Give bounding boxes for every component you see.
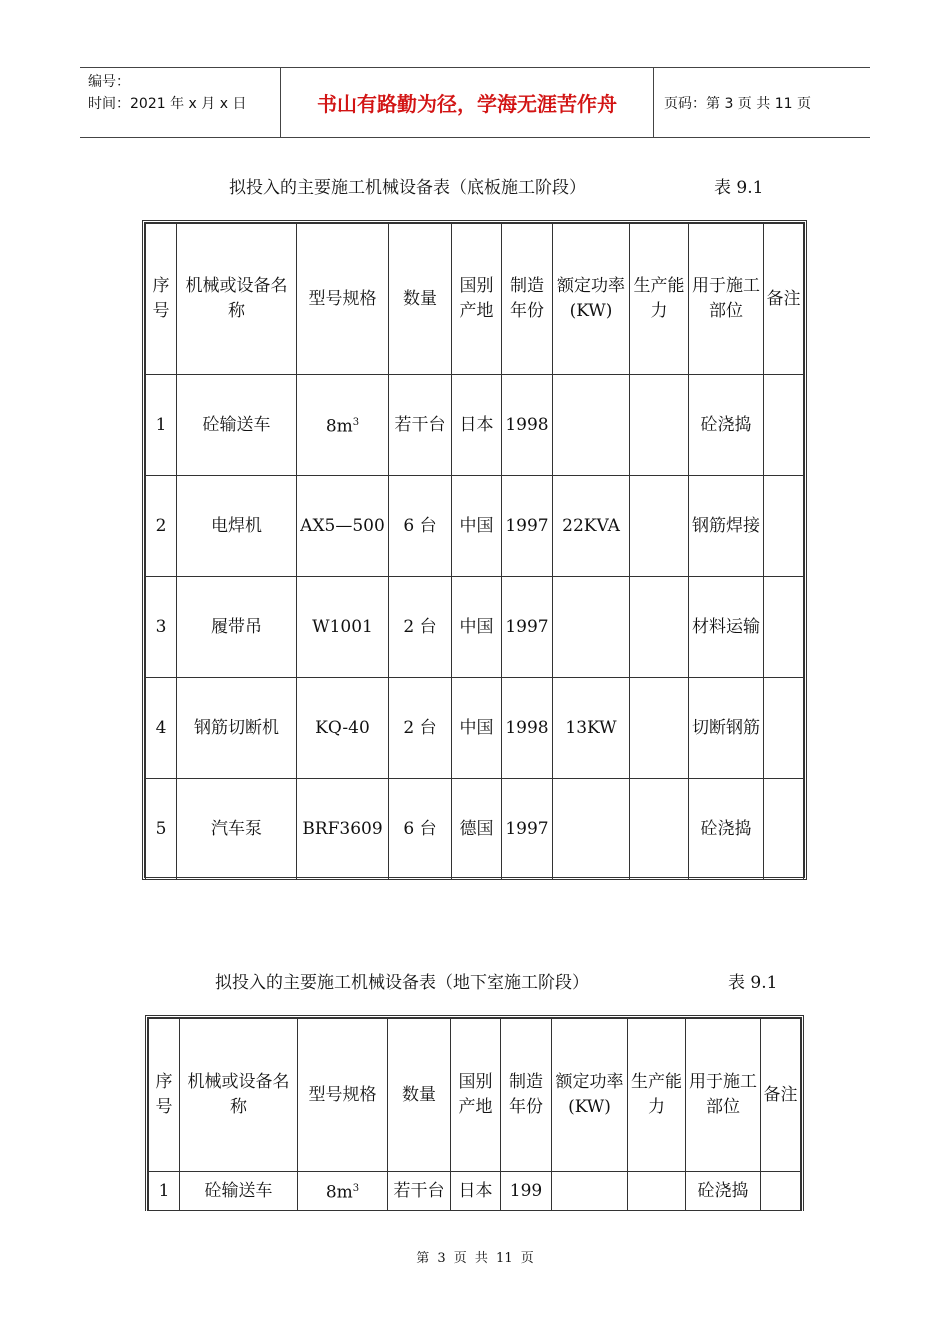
table1-cell-note bbox=[764, 375, 804, 476]
table1-cell-name: 履带吊 bbox=[177, 577, 297, 678]
table2-header-seq: 序号 bbox=[149, 1019, 180, 1172]
table2-header-power: 额定功率(KW) bbox=[552, 1019, 628, 1172]
table1-cell-capacity bbox=[630, 779, 689, 880]
table1-cell-name: 汽车泵 bbox=[177, 779, 297, 880]
number-label: 编号： bbox=[88, 74, 130, 90]
table2-cell-power bbox=[552, 1172, 628, 1211]
table2-cell-origin: 日本 bbox=[451, 1172, 501, 1211]
table1-cell-seq: 5 bbox=[146, 779, 177, 880]
equipment-table-base-stage bbox=[142, 220, 807, 880]
table1-header-capacity: 生产能力 bbox=[630, 224, 689, 375]
table1-header-seq: 序号 bbox=[146, 224, 177, 375]
table1-cell-model: KQ-40 bbox=[297, 678, 389, 779]
table1-header-name: 机械或设备名称 bbox=[177, 224, 297, 375]
table1-header-quantity: 数量 bbox=[389, 224, 452, 375]
table1-cell-name: 砼输送车 bbox=[177, 375, 297, 476]
table1-cell-name: 电焊机 bbox=[177, 476, 297, 577]
table1-cell-quantity: 6 台 bbox=[389, 476, 452, 577]
table1-cell-seq: 1 bbox=[146, 375, 177, 476]
table-row bbox=[146, 779, 804, 880]
table1-cell-model: AX5—500 bbox=[297, 476, 389, 577]
table1-cell-seq: 3 bbox=[146, 577, 177, 678]
table1-cell-note bbox=[764, 476, 804, 577]
table1-cell-power: 22KVA bbox=[553, 476, 630, 577]
table2-grid bbox=[148, 1018, 801, 1211]
table2-cell-year: 199 bbox=[501, 1172, 552, 1211]
table1-cell-power: 13KW bbox=[553, 678, 630, 779]
table1-cell-seq: 2 bbox=[146, 476, 177, 577]
table1-cell-capacity bbox=[630, 375, 689, 476]
header-meta bbox=[80, 68, 281, 137]
table1-cell-model: $8m^3$ bbox=[297, 375, 389, 476]
table2-cell-model: $8m^3$ bbox=[298, 1172, 388, 1211]
table1-header-origin: 国别产地 bbox=[452, 224, 502, 375]
table1-cell-power bbox=[553, 779, 630, 880]
table1-cell-seq: 4 bbox=[146, 678, 177, 779]
page-header bbox=[80, 67, 870, 138]
table1-cell-quantity: 2 台 bbox=[389, 577, 452, 678]
table1-grid bbox=[145, 223, 804, 880]
table-row bbox=[146, 476, 804, 577]
table2-cell-usage: 砼浇捣 bbox=[686, 1172, 761, 1211]
table1-cell-usage: 砼浇捣 bbox=[689, 375, 764, 476]
table1-cell-origin: 中国 bbox=[452, 678, 502, 779]
table1-cell-usage: 钢筋焊接 bbox=[689, 476, 764, 577]
table-row bbox=[149, 1172, 801, 1211]
table2-header-origin: 国别产地 bbox=[451, 1019, 501, 1172]
table2-header-quantity: 数量 bbox=[388, 1019, 451, 1172]
table1-cell-usage: 砼浇捣 bbox=[689, 779, 764, 880]
table2-cell-name: 砼输送车 bbox=[180, 1172, 298, 1211]
table1-cell-capacity bbox=[630, 678, 689, 779]
table1-cell-origin: 日本 bbox=[452, 375, 502, 476]
table2-header-capacity: 生产能力 bbox=[628, 1019, 686, 1172]
table1-title: 拟投入的主要施工机械设备表（底板施工阶段） bbox=[229, 178, 586, 198]
time-label: 时间：2021 年 x 月 x 日 bbox=[88, 96, 247, 112]
table2-header-model: 型号规格 bbox=[298, 1019, 388, 1172]
equipment-table-basement-stage bbox=[145, 1015, 804, 1211]
superscript: 3 bbox=[352, 1183, 360, 1195]
table1-cell-power bbox=[553, 375, 630, 476]
table1-header-note: 备注 bbox=[764, 224, 804, 375]
table-row bbox=[146, 678, 804, 779]
table-row bbox=[146, 375, 804, 476]
table2-cell-quantity: 若干台 bbox=[388, 1172, 451, 1211]
table1-cell-usage: 切断钢筋 bbox=[689, 678, 764, 779]
table2-cell-note bbox=[761, 1172, 801, 1211]
table2-body bbox=[149, 1019, 801, 1211]
table1-header-usage: 用于施工部位 bbox=[689, 224, 764, 375]
table2-header-row bbox=[149, 1019, 801, 1172]
table1-header-year: 制造年份 bbox=[502, 224, 553, 375]
table1-cell-usage: 材料运输 bbox=[689, 577, 764, 678]
table2-title: 拟投入的主要施工机械设备表（地下室施工阶段） bbox=[215, 973, 589, 993]
table2-header-name: 机械或设备名称 bbox=[180, 1019, 298, 1172]
table1-cell-name: 钢筋切断机 bbox=[177, 678, 297, 779]
table2-header-note: 备注 bbox=[761, 1019, 801, 1172]
table1-cell-quantity: 2 台 bbox=[389, 678, 452, 779]
table1-cell-note bbox=[764, 678, 804, 779]
table2-header-year: 制造年份 bbox=[501, 1019, 552, 1172]
table1-cell-year: 1998 bbox=[502, 375, 553, 476]
table1-cell-power bbox=[553, 577, 630, 678]
table1-cell-model: W1001 bbox=[297, 577, 389, 678]
table1-cell-year: 1997 bbox=[502, 779, 553, 880]
table2-cell-seq: 1 bbox=[149, 1172, 180, 1211]
table2-cell-capacity bbox=[628, 1172, 686, 1211]
table1-cell-origin: 中国 bbox=[452, 476, 502, 577]
table1-cell-year: 1997 bbox=[502, 577, 553, 678]
table1-header-power: 额定功率(KW) bbox=[553, 224, 630, 375]
table1-cell-note bbox=[764, 577, 804, 678]
header-page-label: 页码：第 3 页 共 11 页 bbox=[664, 95, 811, 112]
table2-number: 表 9.1 bbox=[728, 973, 778, 993]
table1-cell-year: 1997 bbox=[502, 476, 553, 577]
table1-cell-year: 1998 bbox=[502, 678, 553, 779]
header-motto: 书山有路勤为径，学海无涯苦作舟 bbox=[281, 68, 654, 137]
table1-cell-capacity bbox=[630, 476, 689, 577]
table1-cell-capacity bbox=[630, 577, 689, 678]
page-footer: 第 3 页 共 11 页 bbox=[416, 1251, 534, 1266]
table1-cell-note bbox=[764, 779, 804, 880]
table1-number: 表 9.1 bbox=[714, 178, 764, 198]
superscript: 3 bbox=[352, 417, 360, 429]
table2-header-usage: 用于施工部位 bbox=[686, 1019, 761, 1172]
table1-cell-origin: 德国 bbox=[452, 779, 502, 880]
table1-body bbox=[146, 224, 804, 880]
table1-cell-origin: 中国 bbox=[452, 577, 502, 678]
table-row bbox=[146, 577, 804, 678]
table1-header-row bbox=[146, 224, 804, 375]
table1-cell-quantity: 若干台 bbox=[389, 375, 452, 476]
table1-cell-model: BRF3609 bbox=[297, 779, 389, 880]
table1-header-model: 型号规格 bbox=[297, 224, 389, 375]
table1-cell-quantity: 6 台 bbox=[389, 779, 452, 880]
